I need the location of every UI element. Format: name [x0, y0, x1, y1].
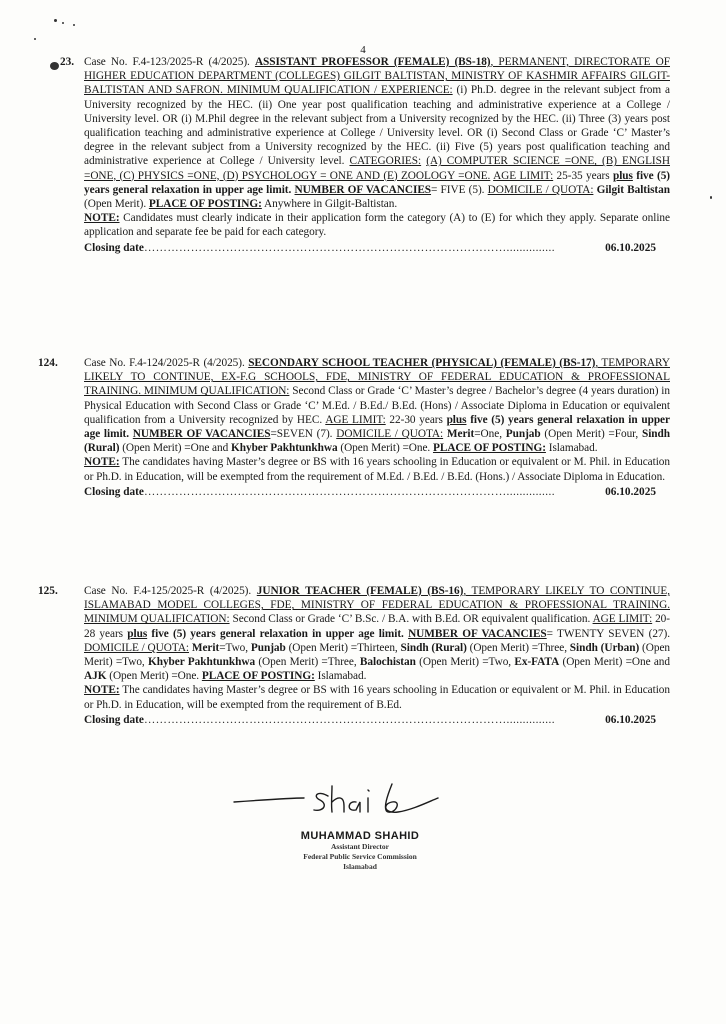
notice-text: AGE LIMIT:: [592, 613, 653, 626]
scan-speck: [34, 38, 36, 40]
closing-date-value: 06.10.2025: [605, 241, 656, 254]
notice-text: =One,: [474, 428, 506, 441]
notice-text: AJK: [84, 670, 107, 683]
notice-text: ASSISTANT PROFESSOR (FEMALE) (BS-18): [254, 56, 491, 68]
notice-text: (Open Merit) =Thirteen,: [285, 641, 401, 654]
notice-text: (Open Merit) =One and: [119, 442, 231, 455]
leader-dots: …………………………………………………………………………………...............: [143, 713, 555, 726]
notice-text: plus: [446, 413, 467, 426]
notice-text: , TEMPORARY LIKELY TO CONTINUE, ISLAMABAD MODEL COLLEGES, FDE, MINISTRY OF FEDERAL EDUCATION & PROFESSIONAL TRAINING. MINIMUM QUALIFICATION:: [84, 585, 670, 626]
notice-text: five (5) years general relaxation in upper age limit.: [84, 413, 670, 441]
notice-text: DOMICILE / QUOTA:: [336, 428, 444, 441]
notice-text: Sindh (Rural): [84, 428, 670, 455]
notice-text: Sindh (Urban): [569, 641, 640, 654]
notice-text: Khyber Pakhtunkhwa: [147, 656, 256, 669]
notice-text: Second Class or Grade ‘C’ B.Sc. / B.A. with B.Ed. OR equivalent qualification.: [229, 613, 593, 626]
notice-text: (Open Merit) =Two,: [84, 641, 671, 669]
notice-body: [84, 55, 670, 240]
notice-text: Ex-FATA: [514, 656, 560, 669]
notice-text: plus: [612, 169, 633, 182]
notice-text: The candidates having Master’s degree or BS with 16 years schooling in Education or equivalent or M. Phil. in Education or Ph.D. in Education, will be exempted from the requirement of B.Ed.: [84, 684, 670, 711]
notice-text: plus: [127, 627, 148, 640]
notice-body: [84, 356, 670, 484]
notice-text: NOTE:: [84, 456, 120, 469]
notice-text: Gilgit Baltistan: [596, 183, 670, 196]
notice-text: 20-28 years: [84, 613, 670, 640]
notice-text: JUNIOR TEACHER (FEMALE) (BS-16): [256, 585, 464, 597]
notice-text: five (5) years general relaxation in upper age limit.: [147, 627, 404, 640]
notice-text: PLACE OF POSTING:: [201, 670, 315, 683]
notice-text: (Open Merit) =Four,: [540, 428, 642, 441]
signatory-name: MUHAMMAD SHAHID: [300, 830, 420, 842]
notice-number: 124.: [38, 357, 58, 369]
notice-text: NOTE:: [84, 212, 120, 225]
notice-text: , TEMPORARY LIKELY TO CONTINUE, EX-F.G SCHOOLS, FDE, MINISTRY OF FEDERAL EDUCATION & PROFESSIONAL TRAINING. MINIMUM QUALIFICATION:: [84, 357, 670, 398]
closing-date-line: [84, 485, 670, 499]
closing-date-label: Closing date: [84, 241, 144, 254]
handwritten-signature: [232, 780, 442, 820]
notice-text: SECONDARY SCHOOL TEACHER (PHYSICAL) (FEMALE) (BS-17): [248, 357, 596, 369]
notice-text: Candidates must clearly indicate in their application form the category (A) to (E) for which they apply. Separate online application and separate fee be paid for each category.: [84, 212, 670, 239]
notice-text: = TWENTY SEVEN (27).: [546, 627, 671, 640]
notice-text: NUMBER OF VACANCIES: [294, 183, 432, 196]
notice-text: Punjab: [250, 641, 286, 654]
page-number: 4: [360, 44, 366, 56]
closing-date-label: Closing date: [84, 713, 144, 726]
notice-text: Merit: [191, 641, 220, 654]
closing-date-value: 06.10.2025: [605, 485, 656, 498]
notice-text: CATEGORIES:: [349, 155, 422, 168]
notice-text: = FIVE (5).: [431, 183, 488, 196]
notice-text: Balochistan: [359, 656, 416, 669]
notice-text: DOMICILE / QUOTA:: [487, 183, 594, 196]
leader-dots: …………………………………………………………………………………...............: [143, 485, 555, 498]
job-notice-125: [38, 584, 670, 727]
notice-text: PLACE OF POSTING:: [432, 442, 546, 455]
notice-text: AGE LIMIT:: [325, 413, 386, 426]
notice-text: (Open Merit) =One.: [337, 442, 433, 455]
notice-text: Second Class or Grade ‘C’ Master’s degree / Bachelor’s degree (4 years duration) in Physical Education with Second Class or Grade ‘C’ M.Ed. / B.Ed./ B.Ed. (Hons) / Associate Diploma in Education or equivalent qualification from a University recognized by HEC.: [84, 385, 670, 426]
notice-text: PLACE OF POSTING:: [148, 198, 262, 211]
notice-text: NOTE:: [84, 684, 120, 697]
notice-text: =Two,: [219, 641, 251, 654]
notice-text: Case No. F.4-125/2025-R (4/2025).: [84, 585, 257, 597]
notice-text: Islamabad.: [545, 442, 598, 455]
notice-text: Merit: [446, 428, 475, 441]
scan-speck: [710, 196, 712, 199]
notice-text: (Open Merit) =One.: [106, 670, 202, 683]
notice-text: The candidates having Master’s degree or BS with 16 years schooling in Education or equivalent or M. Phil. in Education or Ph.D. in Education, will be exempted from the requirement of M.Ed. / B.Ed. / B.Ed. (Hons.) / Associate Diploma in Education.: [84, 456, 670, 483]
notice-text: (Open Merit) =One and: [559, 656, 670, 669]
signatory-designation: Assistant Director: [331, 842, 389, 851]
signature-block: [240, 830, 480, 872]
scan-speck: [54, 19, 57, 22]
job-notice-124: [38, 356, 670, 499]
closing-date-line: [84, 713, 670, 727]
notice-text: (A) COMPUTER SCIENCE =ONE, (B) ENGLISH =ONE, (C) PHYSICS =ONE, (D) PSYCHOLOGY = ONE AND (E) ZOOLOGY =ONE.: [84, 155, 670, 182]
notice-text: AGE LIMIT:: [493, 169, 554, 182]
notice-number: 23.: [60, 56, 75, 68]
notice-text: Punjab: [505, 428, 541, 441]
notice-text: (Open Merit) =Two,: [415, 656, 515, 669]
notice-text: Sindh (Rural): [400, 641, 467, 654]
closing-date-line: [84, 241, 670, 255]
notice-text: (Open Merit).: [84, 198, 149, 211]
notice-text: Case No. F.4-124/2025-R (4/2025).: [84, 357, 249, 369]
closing-date-value: 06.10.2025: [605, 713, 656, 726]
notice-text: Islamabad.: [314, 670, 367, 683]
notice-text: (Open Merit) =Three,: [255, 656, 360, 669]
notice-text: =SEVEN (7).: [270, 428, 337, 441]
notice-text: Case No. F.4-123/2025-R (4/2025).: [84, 56, 255, 68]
notice-text: NUMBER OF VACANCIES: [408, 627, 547, 640]
notice-text: (Open Merit) =Three,: [466, 641, 570, 654]
scan-speck: [73, 24, 75, 26]
notice-text: Anywhere in Gilgit-Baltistan.: [261, 198, 398, 211]
notice-text: 22-30 years: [385, 413, 447, 426]
signatory-organization: Federal Public Service Commission: [303, 852, 417, 861]
signatory-city: Islamabad: [343, 862, 377, 871]
scan-speck: [62, 22, 64, 24]
notice-text: DOMICILE / QUOTA:: [84, 641, 190, 654]
notice-number: 125.: [38, 585, 58, 597]
notice-text: Khyber Pakhtunkhwa: [231, 442, 338, 455]
notice-text: NUMBER OF VACANCIES: [132, 428, 271, 441]
closing-date-label: Closing date: [84, 485, 144, 498]
job-notice-123: [38, 55, 670, 255]
leader-dots: …………………………………………………………………………………...............: [143, 241, 555, 254]
notice-text: 25-35 years: [553, 169, 613, 182]
notice-body: [84, 584, 670, 712]
notice-text: , PERMANENT, DIRECTORATE OF HIGHER EDUCATION DEPARTMENT (COLLEGES) GILGIT BALTISTAN, MINISTRY OF KASHMIR AFFAIRS GILGIT-BALTISTAN AND SAFRON. MINIMUM QUALIFICATION / EXPERIENCE:: [84, 56, 670, 97]
notice-text: five (5) years general relaxation in upper age limit.: [84, 169, 671, 196]
notice-text: (i) Ph.D. degree in the relevant subject from a University recognized by the HEC. (ii) One year post qualification teaching and administrative experience at a College / University level. OR (i) M.Phil degree in the relevant subject from a University recognized by the HEC. (ii) Three (3) years post qualification teaching and administrative experience at College / University level. OR (i) Second Class or Grade ‘C’ Master’s degree in the relevant subject from a University recognized by the HEC. (ii) Five (5) years post qualification teaching and administrative experience at College / University level.: [84, 84, 670, 168]
